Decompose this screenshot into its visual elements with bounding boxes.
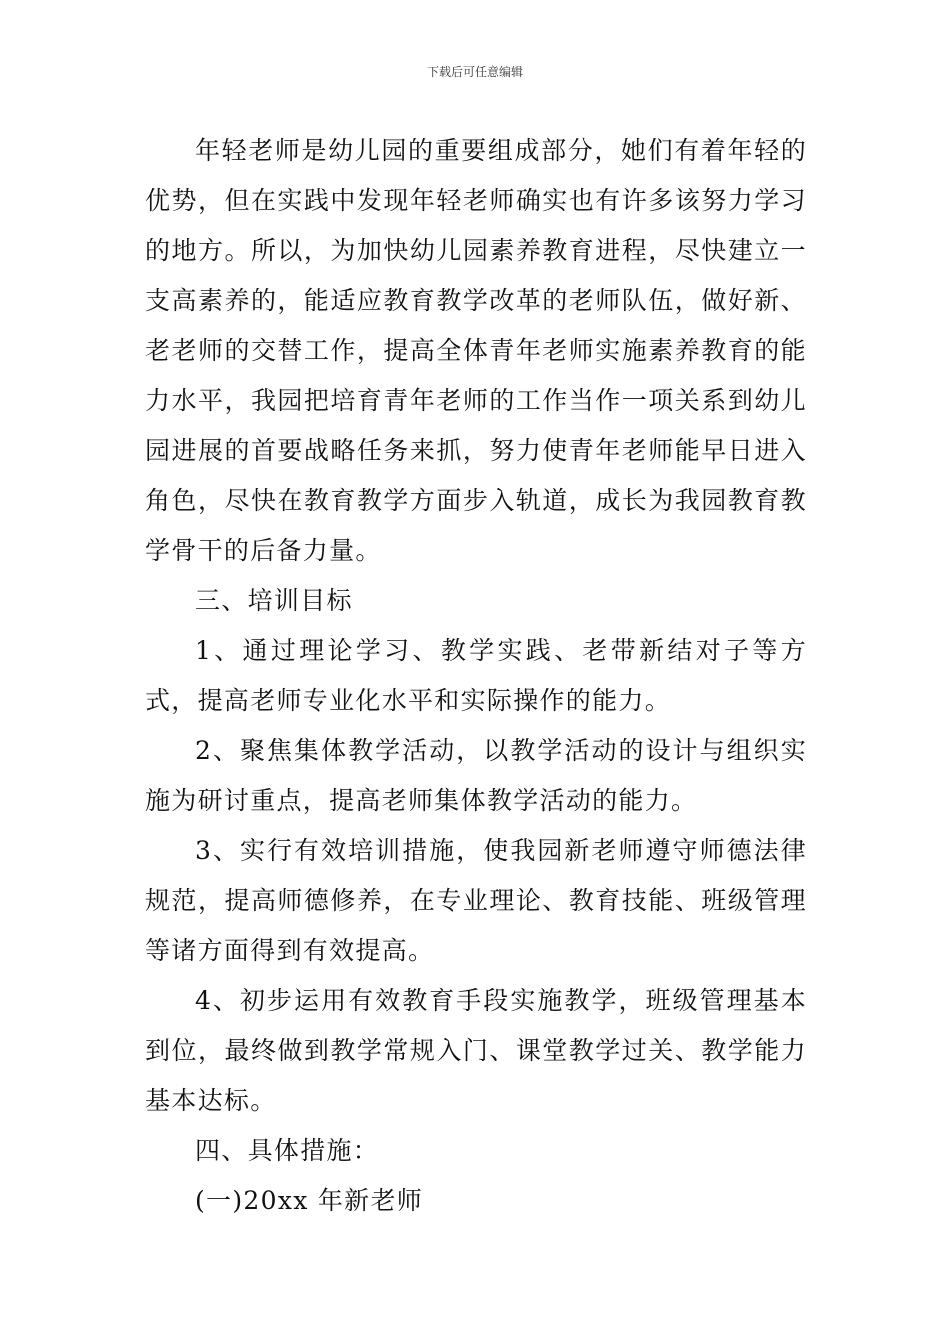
list-item-goal-2: 2、聚焦集体教学活动，以教学活动的设计与组织实施为研讨重点，提高老师集体教学活动的能力。 [145,736,807,815]
list-item-goal-4: 4、初步运用有效教育手段实施教学，班级管理基本到位，最终做到教学常规入门、课堂教学过关、教学能力基本达标。 [145,986,807,1115]
page-header: 下载后可任意编辑 [426,65,523,79]
document-body [145,126,807,1226]
paragraph-intro: 年轻老师是幼儿园的重要组成部分，她们有着年轻的优势，但在实践中发现年轻老师确实也有许多该努力学习的地方。所以，为加快幼儿园素养教育进程，尽快建立一支高素养的，能适应教育教学改革的老师队伍，做好新、老老师的交替工作，提高全体青年老师实施素养教育的能力水平，我园把培育青年老师的工作当作一项关系到幼儿园进展的首要战略任务来抓，努力使青年老师能早日进入角色，尽快在教育教学方面步入轨道，成长为我园教育教学骨干的后备力量。 [145,136,807,565]
subsection-heading-new-teachers: (一)20xx 年新老师 [195,1186,424,1215]
section-heading-measures: 四、具体措施： [195,1136,380,1165]
list-item-goal-1: 1、通过理论学习、教学实践、老带新结对子等方式，提高老师专业化水平和实际操作的能力。 [145,636,807,715]
section-heading-training-goals: 三、培训目标 [195,586,353,615]
list-item-goal-3: 3、实行有效培训措施，使我园新老师遵守师德法律规范，提高师德修养，在专业理论、教育技能、班级管理等诸方面得到有效提高。 [145,836,807,965]
